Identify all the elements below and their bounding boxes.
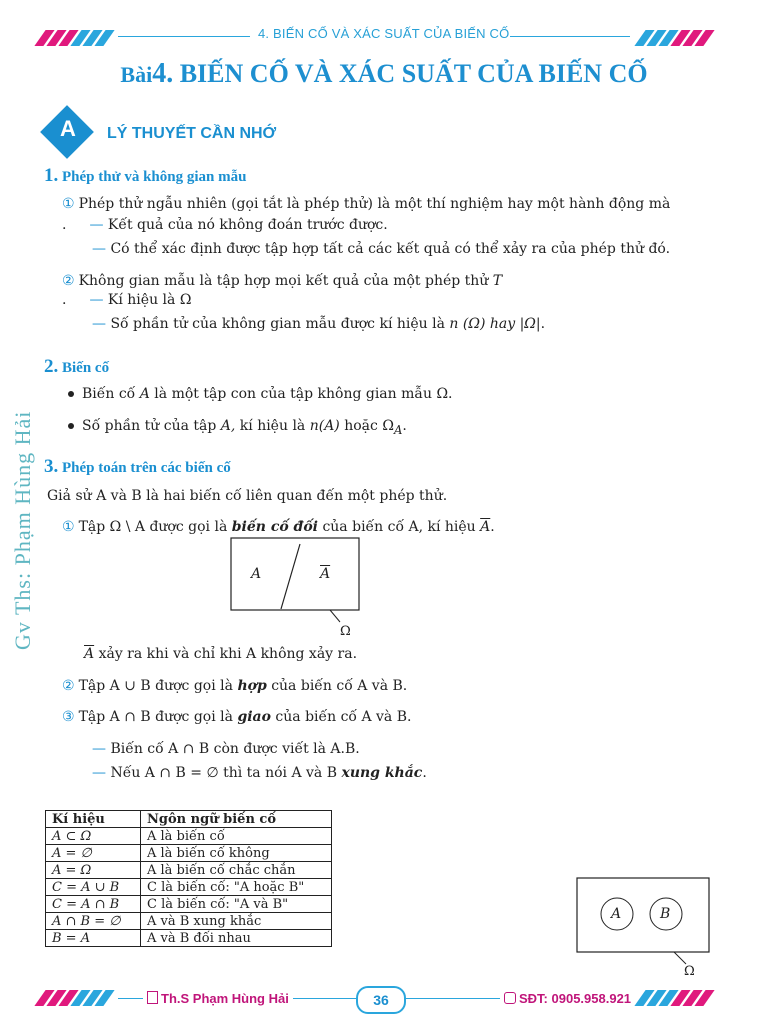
s3-item-1: ① Tập Ω \ A được gọi là biến cố đối của biến cố A, kí hiệu $\overline{A}$. (62, 519, 495, 535)
section-a-letter: A (60, 116, 76, 141)
s3-i3-post: của biến cố A và B. (275, 709, 412, 725)
s2-b2-mid: kí hiệu là (239, 418, 306, 434)
heading-2-number: 2. (44, 356, 59, 377)
header-rule-right (510, 36, 630, 37)
s2-b2-end: . (402, 418, 407, 434)
s3-i2-bold: hợp (237, 678, 267, 694)
table-cell: A ∩ B = ∅ (46, 913, 141, 930)
s1-item-2b: — Số phần tử của không gian mẫu được kí hiệu là n (Ω) hay |Ω|. (92, 316, 546, 332)
watermark: Gv Ths: Phạm Hùng Hải (10, 410, 35, 650)
footer-stripe-right (640, 990, 712, 1004)
heading-1-title: Phép thử và không gian mẫu (62, 169, 247, 185)
symbol-table (45, 810, 332, 947)
table-row (46, 913, 332, 930)
s1-item-1a-text: Kết quả của nó không đoán trước được. (107, 217, 388, 233)
s3-note (84, 646, 357, 662)
s3-i3-pre: Tập A ∩ B được gọi là (78, 709, 233, 725)
page-number: 36 (356, 986, 406, 1014)
s2-b2-pre: Số phần tử của tập (82, 418, 217, 434)
s3-note-sym: $\overline{A}$ (84, 646, 95, 662)
s2-b2-or: hoặc (344, 418, 378, 434)
table-header-row (46, 811, 332, 828)
table-row (46, 930, 332, 947)
circled-2-icon: ② (62, 678, 75, 694)
heading-3-title: Phép toán trên các biến cố (62, 460, 231, 476)
s3-i3-bold: giao (237, 709, 271, 725)
s2-bullet-2 (68, 418, 407, 437)
header-stripe-left (40, 30, 112, 44)
s1-item-1b: — Có thể xác định được tập hợp tất cả các kết quả có thể xảy ra của phép thử đó. (92, 241, 671, 257)
s1-item-2b-end: . (540, 316, 546, 332)
s3-i1-bold: biến cố đối (231, 519, 318, 535)
s1-item-2-text: Không gian mẫu là tập hợp mọi kết quả của một phép thử (78, 273, 489, 289)
circled-1-icon: ① (62, 196, 75, 212)
s3-i3b-bold: xung khắc (341, 765, 423, 781)
table-header: Ngôn ngữ biến cố (141, 811, 332, 828)
table-cell: A là biến cố (141, 828, 332, 845)
diagram2-label-a: A (611, 906, 622, 922)
omega-pointer (330, 610, 340, 622)
s1-item-1a: . — Kết quả của nó không đoán trước được. (62, 217, 388, 233)
diagram2-label-omega: Ω (684, 964, 695, 979)
heading-1 (44, 165, 246, 187)
s3-item-3 (62, 709, 411, 725)
s1-item-2b-text: Số phần tử của không gian mẫu được kí hiệu là (110, 316, 445, 332)
lesson-title (0, 58, 768, 90)
table-row (46, 879, 332, 896)
table-row (46, 896, 332, 913)
table-row (46, 845, 332, 862)
footer-author (143, 991, 293, 1006)
s1-item-1-text: Phép thử ngẫu nhiên (gọi tắt là phép thử) là một thí nghiệm hay một hành động mà (78, 196, 671, 212)
s3-i3b-end: . (422, 765, 427, 781)
diagram-label-a: A (251, 566, 262, 582)
table-cell: A và B xung khắc (141, 913, 332, 930)
table-cell: C là biến cố: "A hoặc B" (141, 879, 332, 896)
table-header: Kí hiệu (46, 811, 141, 828)
table-cell: A và B đối nhau (141, 930, 332, 947)
bullet-icon (68, 391, 74, 397)
running-title: 4. BIẾN CỐ VÀ XÁC SUẤT CỦA BIẾN CỐ (258, 26, 510, 41)
s1-dot-2: . (62, 292, 67, 308)
circled-2-icon: ② (62, 273, 75, 289)
s1-dot: . (62, 217, 67, 233)
s3-item-3a: — Biến cố A ∩ B còn được viết là A.B. (92, 741, 360, 757)
table-row (46, 862, 332, 879)
s3-i3b-pre: Nếu A ∩ B = ∅ thì ta nói A và B (110, 765, 338, 781)
s3-i1-post: của biến cố A, kí hiệu (322, 519, 476, 535)
s2-b1-post: là một tập con của tập không gian mẫu Ω. (154, 386, 453, 402)
table-cell: A = ∅ (46, 845, 141, 862)
divider-line (281, 544, 300, 609)
disjoint-diagram (574, 875, 714, 975)
s2-b1-pre: Biến cố (82, 386, 136, 402)
s3-i1-pre: Tập Ω \ A được gọi là (78, 519, 228, 535)
bullet-icon (68, 423, 74, 429)
lesson-number: 4. (152, 58, 174, 89)
table-row (46, 828, 332, 845)
s1-item-2 (62, 273, 502, 289)
phone-icon (504, 992, 516, 1004)
s3-item-3b: — Nếu A ∩ B = ∅ thì ta nói A và B xung khắc. (92, 765, 427, 781)
table-cell: B = A (46, 930, 141, 947)
heading-3 (44, 456, 231, 478)
s1-item-2b-math: n (Ω) hay |Ω| (449, 316, 541, 332)
s2-b1-var: A (139, 386, 150, 402)
table-cell: C = A ∩ B (46, 896, 141, 913)
s3-i3a-text: Biến cố A ∩ B còn được viết là A.B. (110, 741, 360, 757)
s3-intro: Giả sử A và B là hai biến cố liên quan đến một phép thử. (47, 488, 448, 504)
s1-item-2a-text: Kí hiệu là Ω (107, 292, 192, 308)
document-icon (147, 991, 158, 1004)
section-a-title: LÝ THUYẾT CẦN NHỚ (107, 125, 277, 142)
diagram-label-omega: Ω (340, 624, 351, 639)
s2-bullet-1 (68, 386, 453, 402)
s3-note-text: xảy ra khi và chỉ khi A không xảy ra. (98, 646, 358, 662)
header-stripe-right (640, 30, 712, 44)
circled-3-icon: ③ (62, 709, 75, 725)
footer-author-text: Th.S Phạm Hùng Hải (161, 991, 289, 1006)
sample-space-rect-2 (577, 878, 709, 952)
footer-stripe-left (40, 990, 112, 1004)
circled-1-icon: ① (62, 519, 75, 535)
header-rule-left (118, 36, 250, 37)
s3-i2-post: của biến cố A và B. (271, 678, 408, 694)
s1-item-1b-text: Có thể xác định được tập hợp tất cả các kết quả có thể xảy ra của phép thử đó. (110, 241, 671, 257)
table-cell: A = Ω (46, 862, 141, 879)
heading-3-number: 3. (44, 456, 59, 477)
table-cell: A là biến cố không (141, 845, 332, 862)
footer-phone-text: SĐT: 0905.958.921 (519, 991, 632, 1006)
s1-item-2-var: T (492, 273, 503, 289)
s1-item-2a: . — Kí hiệu là Ω (62, 292, 192, 308)
s1-item-1 (62, 196, 670, 212)
table-cell: A ⊂ Ω (46, 828, 141, 845)
lesson-title-text: BIẾN CỐ VÀ XÁC SUẤT CỦA BIẾN CỐ (179, 59, 648, 88)
omega-pointer-2 (674, 952, 686, 964)
heading-2-title: Biến cố (62, 360, 110, 376)
s3-i2-pre: Tập A ∪ B được gọi là (78, 678, 233, 694)
diagram2-label-b: B (660, 906, 671, 922)
s3-i1-sym: $\overline{A}$ (480, 519, 491, 535)
s2-b2-var: A, (220, 418, 236, 434)
s2-b2-math2: Ω (382, 418, 394, 434)
footer-phone (500, 991, 635, 1006)
table-cell: A là biến cố chắc chắn (141, 862, 332, 879)
heading-2 (44, 356, 109, 378)
diagram-label-abar: $\overline{A}$ (320, 566, 331, 582)
heading-1-number: 1. (44, 165, 59, 186)
s2-b2-math1: n(A) (309, 418, 340, 434)
table-cell: C = A ∪ B (46, 879, 141, 896)
lesson-prefix: Bài (120, 62, 153, 87)
s3-item-2 (62, 678, 407, 694)
table-cell: C là biến cố: "A và B" (141, 896, 332, 913)
s2-b2-sub: A (393, 422, 403, 437)
